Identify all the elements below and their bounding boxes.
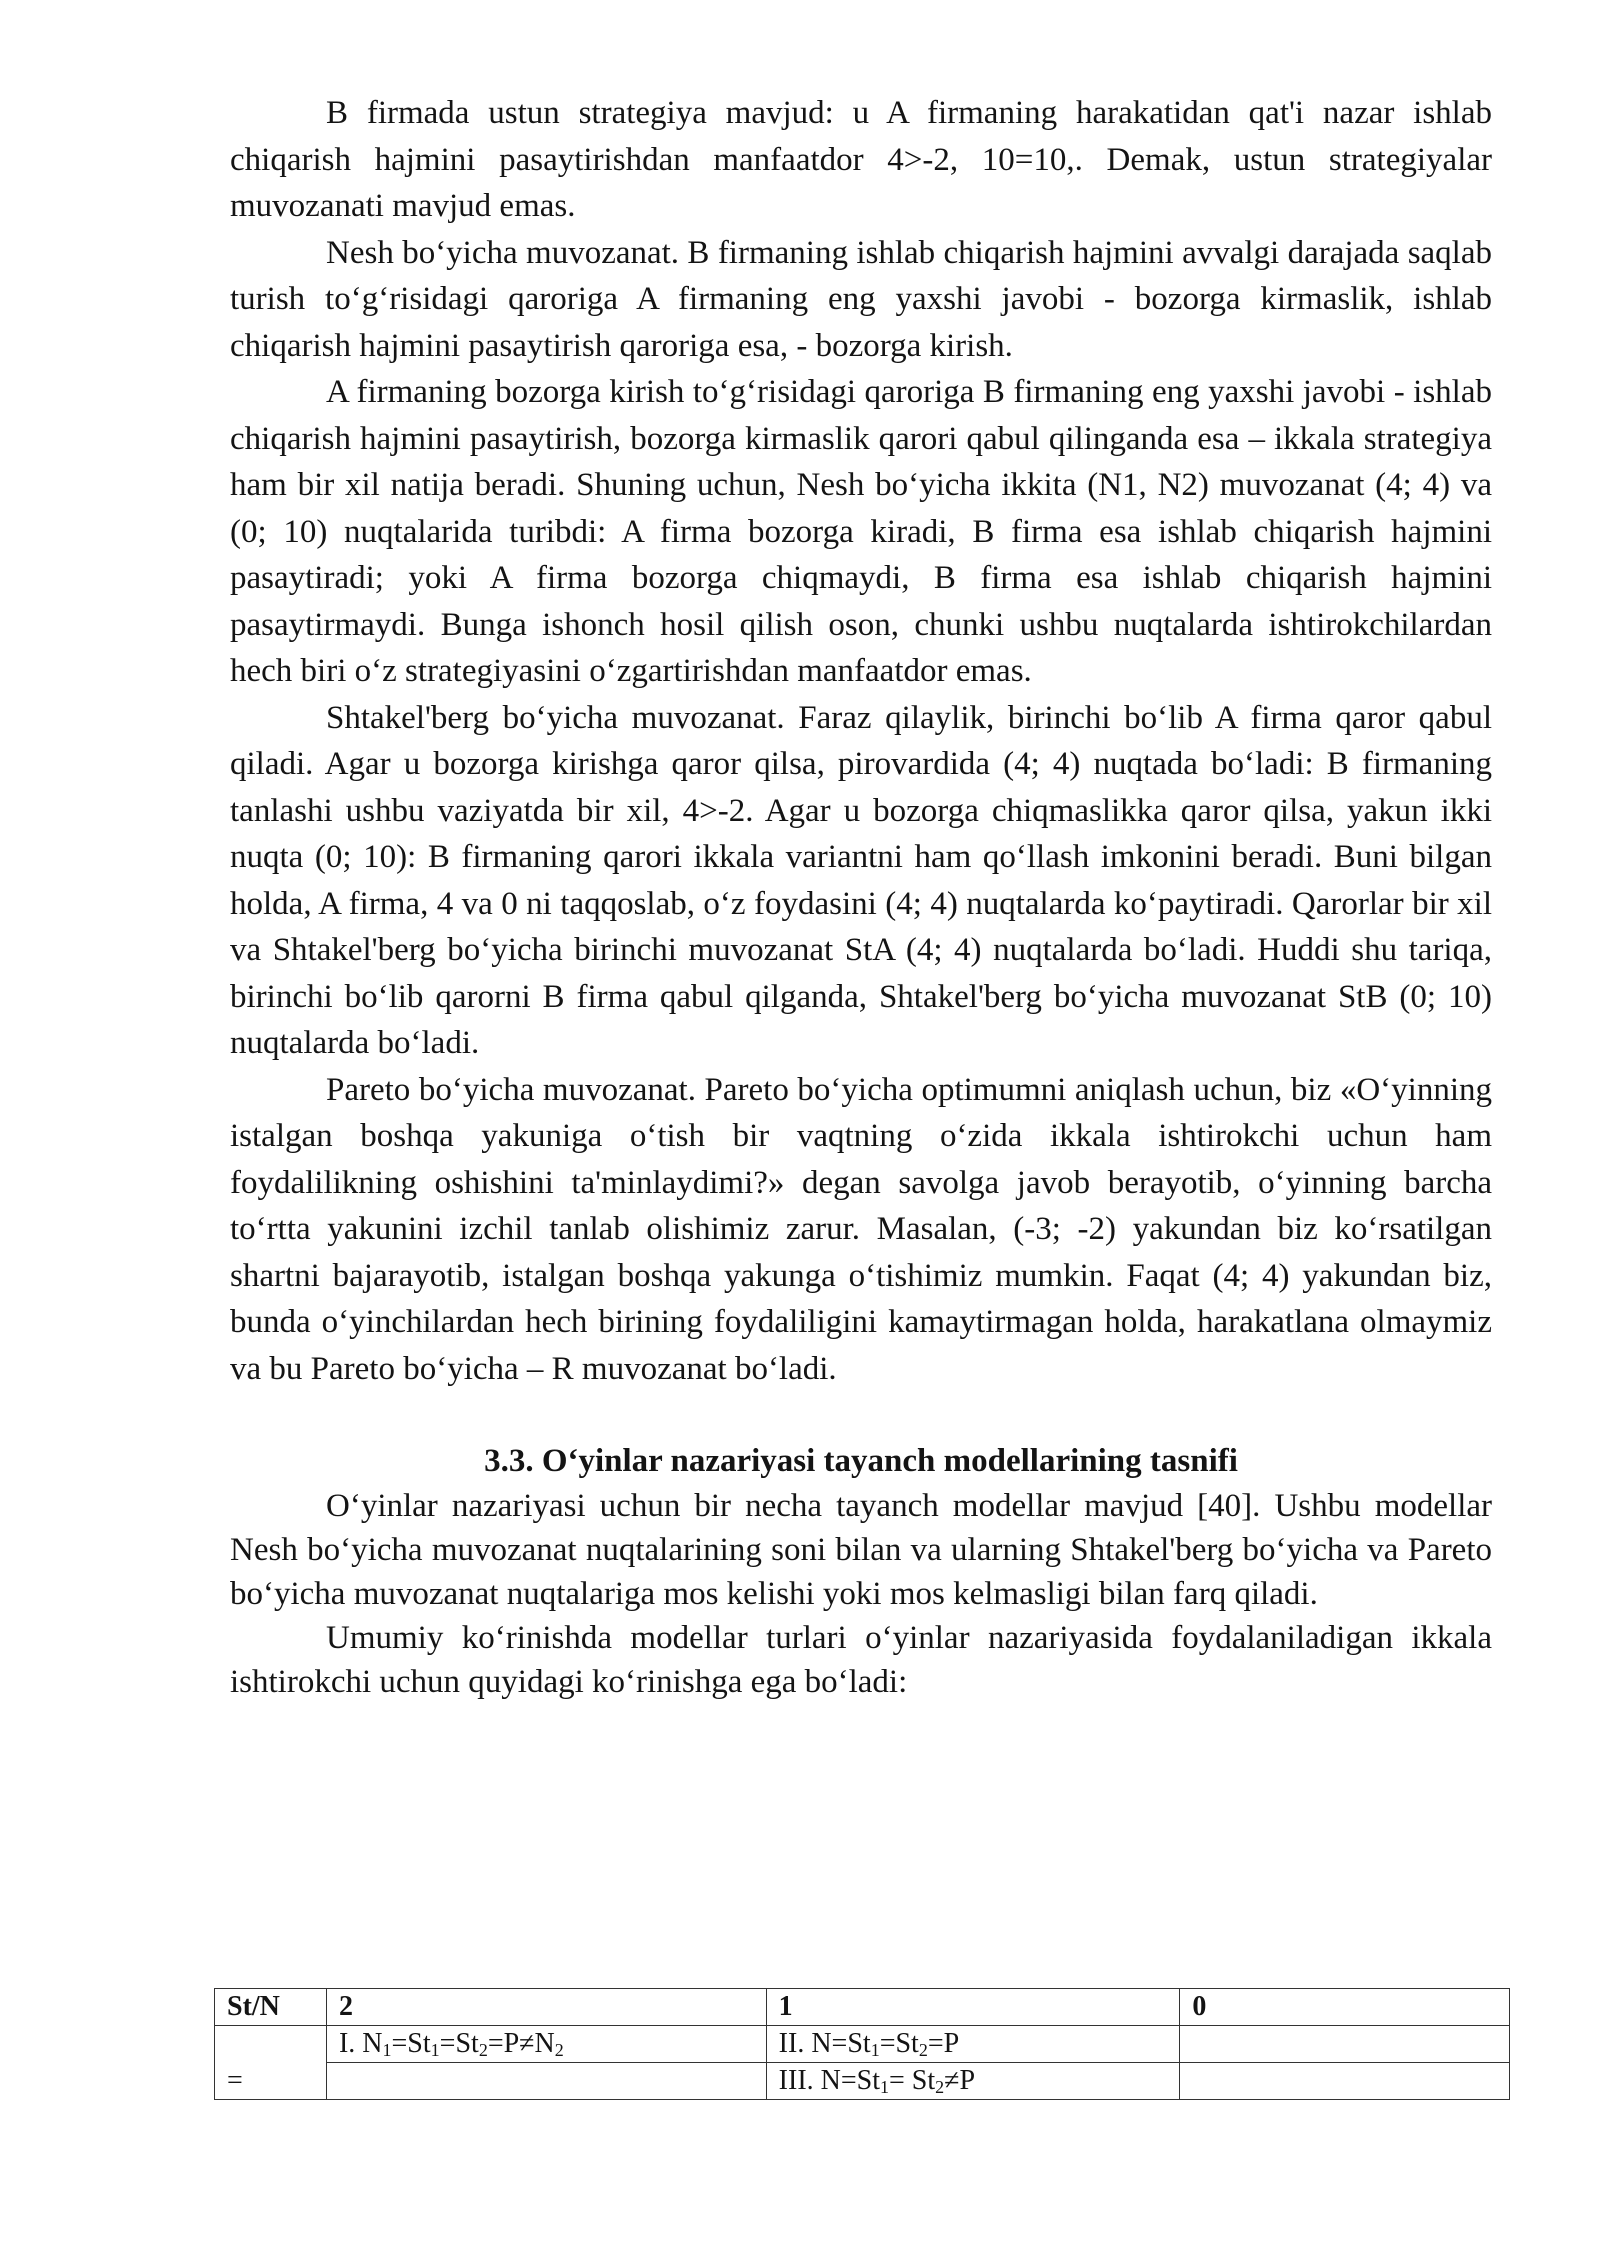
table-cell: I. $N_1=St_1=St_2=P\ne N_2$ <box>326 2026 766 2063</box>
paragraph: Pareto bo‘yicha muvozanat. Pareto bo‘yicha optimumni aniqlash uchun, biz «O‘yinning istalgan boshqa yakuniga o‘tish bir vaqtning o‘zida ikkala ishtirokchi uchun ham foydalilikning oshishini ta'minlaydimi?» degan savolga javob berayotib, o‘yinning barcha to‘rtta yakunini izchil tanlab olishimiz zarur. Masalan, (-3; -2) yakundan biz ko‘rsatilgan shartni bajarayotib, istalgan boshqa yakunga o‘tishimiz mumkin. Faqat (4; 4) yakundan biz, bunda o‘yinchilardan hech birining foydaliligini kamaytirmagan holda, harakatlana olmaymiz va bu Pareto bo‘yicha – R muvozanat bo‘ladi. <box>230 1071 1492 1387</box>
paragraph: A firmaning bozorga kirish to‘g‘risidagi qaroriga B firmaning eng yaxshi javobi - ishlab chiqarish hajmini pasaytirish, bozorga kirmaslik qarori qabul qilinganda esa – ikkala strategiya ham bir xil natija beradi. Shuning uchun, Nesh bo‘yicha ikkita (N1, N2) muvozanat (4; 4) va (0; 10) nuqtalarida turibdi: A firma bozorga kiradi, B firma esa ishlab chiqarish hajmini pasaytiradi; yoki A firma bozorga chiqmaydi, B firma esa ishlab chiqarish hajmini pasaytirmaydi. Bunga ishonch hosil qilish oson, chunki ushbu nuqtalarda ishtirokchilardan hech biri o‘z strategiyasini o‘zgartirishdan manfaatdor emas. <box>230 374 1492 689</box>
paragraph: B firmada ustun strategiya mavjud: u A firmaning harakatidan qat'i nazar ishlab chiqarish hajmini pasaytirishdan manfaatdor 4>-2, 10=10,. Demak, ustun strategiyalar muvozanati mavjud emas. <box>230 95 1492 224</box>
table-header-cell: 0 <box>1180 1989 1510 2026</box>
table-header-cell: St/N <box>215 1989 327 2026</box>
paragraph: Umumiy ko‘rinishda modellar turlari o‘yinlar nazariyasida foydalaniladigan ikkala ishtirokchi uchun quyidagi ko‘rinishga ega bo‘ladi: <box>230 1620 1492 1700</box>
table-header-row <box>215 1989 1510 2026</box>
model-types-table <box>214 1988 1510 2100</box>
table-row <box>215 2063 1510 2100</box>
table-cell: III. $N=St_1= St_2\ne P$ <box>766 2063 1180 2100</box>
document-body <box>230 90 1492 1704</box>
table-cell: II. $N=St_1=St_2=P$ <box>766 2026 1180 2063</box>
table-cell <box>1180 2063 1510 2100</box>
table-row <box>215 2026 1510 2063</box>
table-cell <box>326 2063 766 2100</box>
table-header-cell: 2 <box>326 1989 766 2026</box>
section-heading: 3.3. O‘yinlar nazariyasi tayanch modellarining tasnifi <box>484 1443 1238 1479</box>
table-header-cell: 1 <box>766 1989 1180 2026</box>
paragraph: Nesh bo‘yicha muvozanat. B firmaning ishlab chiqarish hajmini avvalgi darajada saqlab turish to‘g‘risidagi qaroriga A firmaning eng yaxshi javobi - bozorga kirmaslik, ishlab chiqarish hajmini pasaytirish qaroriga esa, - bozorga kirish. <box>230 234 1492 364</box>
table-cell <box>1180 2026 1510 2063</box>
paragraph: Shtakel'berg bo‘yicha muvozanat. Faraz qilaylik, birinchi bo‘lib A firma qaror qabul qiladi. Agar u bozorga kirishga qaror qilsa, pirovardida (4; 4) nuqtada bo‘ladi: B firmaning tanlashi ushbu vaziyatda bir xil, 4>-2. Agar u bozorga chiqmaslikka qaror qilsa, yakun ikki nuqta (0; 10): B firmaning qarori ikkala variantni ham qo‘llash imkonini beradi. Buni bilgan holda, A firma, 4 va 0 ni taqqoslab, o‘z foydasini (4; 4) nuqtalarda ko‘paytiradi. Qarorlar bir xil va Shtakel'berg bo‘yicha birinchi muvozanat StA (4; 4) nuqtalarda bo‘ladi. Huddi shu tariqa, birinchi bo‘lib qarorni B firma qabul qilganda, Shtakel'berg bo‘yicha muvozanat StB (0; 10) nuqtalarda bo‘ladi. <box>230 699 1492 1061</box>
paragraph: O‘yinlar nazariyasi uchun bir necha tayanch modellar mavjud [40]. Ushbu modellar Nesh bo‘yicha muvozanat nuqtalarining soni bilan va ularning Shtakel'berg bo‘yicha va Pareto bo‘yicha muvozanat nuqtalariga mos kelishi yoki mos kelmasligi bilan farq qiladi. <box>230 1488 1492 1612</box>
table-row-label: = <box>215 2026 327 2100</box>
